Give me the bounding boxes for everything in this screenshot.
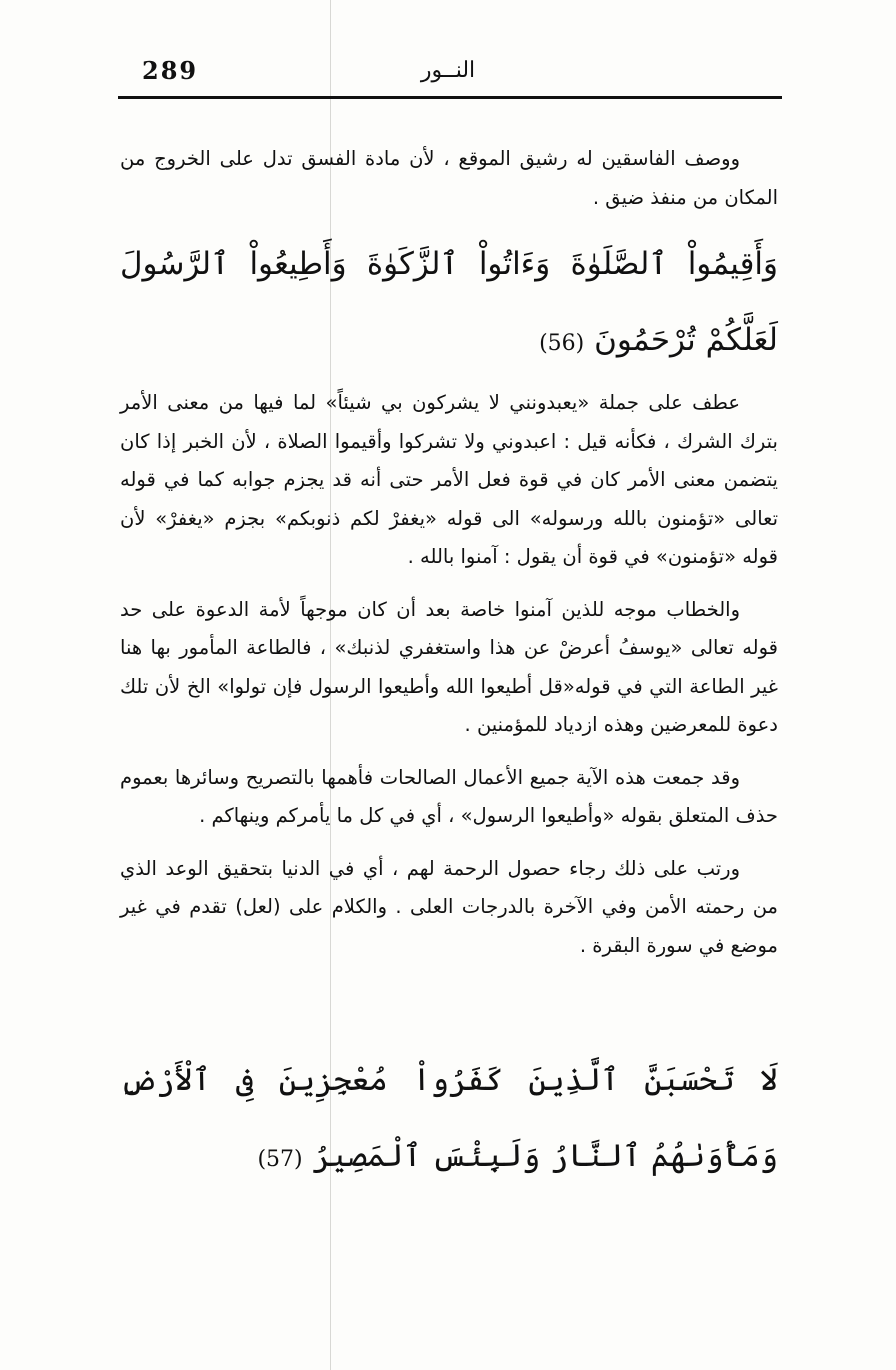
- verse-56-number: (56): [539, 331, 585, 356]
- verse-56-text: وَأَقِيمُواْ ٱلصَّلَوٰةَ وَءَاتُواْ ٱلزَّكَوٰةَ وَأَطِيعُواْ ٱلرَّسُولَ لَعَلَّكُمْ تُرْحَمُونَ: [120, 246, 778, 358]
- commentary-56-block: [120, 384, 778, 965]
- verse-56: [120, 226, 778, 382]
- commentary-paragraph-3: وقد جمعت هذه الآية جميع الأعمال الصالحات فأهمها بالتصريح وسائرها بعموم حذف المتعلق بقوله «وأطيعوا الرسول» ، أي في كل ما يأمركم وينهاكم .: [120, 765, 778, 827]
- commentary-paragraph-2: والخطاب موجه للذين آمنوا خاصة بعد أن كان موجهاً لأمة الدعوة على حد قوله تعالى «يوسفُ أعرضْ عن هذا واستغفري لذنبك» ، فالطاعة المأمور بها هنا غير الطاعة التي في قوله«قل أطيعوا الله وأطيعوا الرسول فإن تولوا» الخ لأن تلك دعوة للمعرضين وهذه ازدياد للمؤمنين .: [120, 597, 778, 736]
- verse-57-text: لَا تَحْسَبَنَّ ٱلَّذِينَ كَفَرُواْ مُعْجِزِينَ فِى ٱلْأَرْضِ وَمَأْوَىٰهُمُ ٱلنَّارُ وَلَبِئْسَ ٱلْمَصِيرُ: [120, 1062, 778, 1174]
- verse-57: [120, 1042, 778, 1198]
- verse-57-number: (57): [257, 1147, 303, 1172]
- intro-block: [120, 140, 778, 217]
- commentary-paragraph-1: عطف على جملة «يعبدونني لا يشركون بي شيئاً» لما فيها من معنى الأمر بترك الشرك ، فكأنه قيل : اعبدوني ولا تشركوا وأقيموا الصلاة ، لأن الخبر إذا كان يتضمن معنى الأمر كان في قوة فعل الأمر حتى أنه قد يجزم جوابه كما في قوله تعالى «تؤمنون بالله ورسوله» الى قوله «يغفرْ لكم ذنوبكم» بجزم «يغفرْ» لأن قوله «تؤمنون» في قوة أن يقول : آمنوا بالله .: [120, 391, 778, 568]
- commentary-paragraph-4: ورتب على ذلك رجاء حصول الرحمة لهم ، أي في الدنيا بتحقيق الوعد الذي من رحمته الأمن وفي الآخرة بالدرجات العلى . والكلام على (لعل) تقدم في غير موضع في سورة البقرة .: [120, 856, 778, 957]
- page-number: 289: [142, 56, 199, 85]
- running-head-title: النــور: [420, 58, 476, 83]
- intro-paragraph: ووصف الفاسقين له رشيق الموقع ، لأن مادة الفسق تدل على الخروج من المكان من منفذ ضيق .: [120, 147, 778, 209]
- header-rule: [118, 96, 782, 99]
